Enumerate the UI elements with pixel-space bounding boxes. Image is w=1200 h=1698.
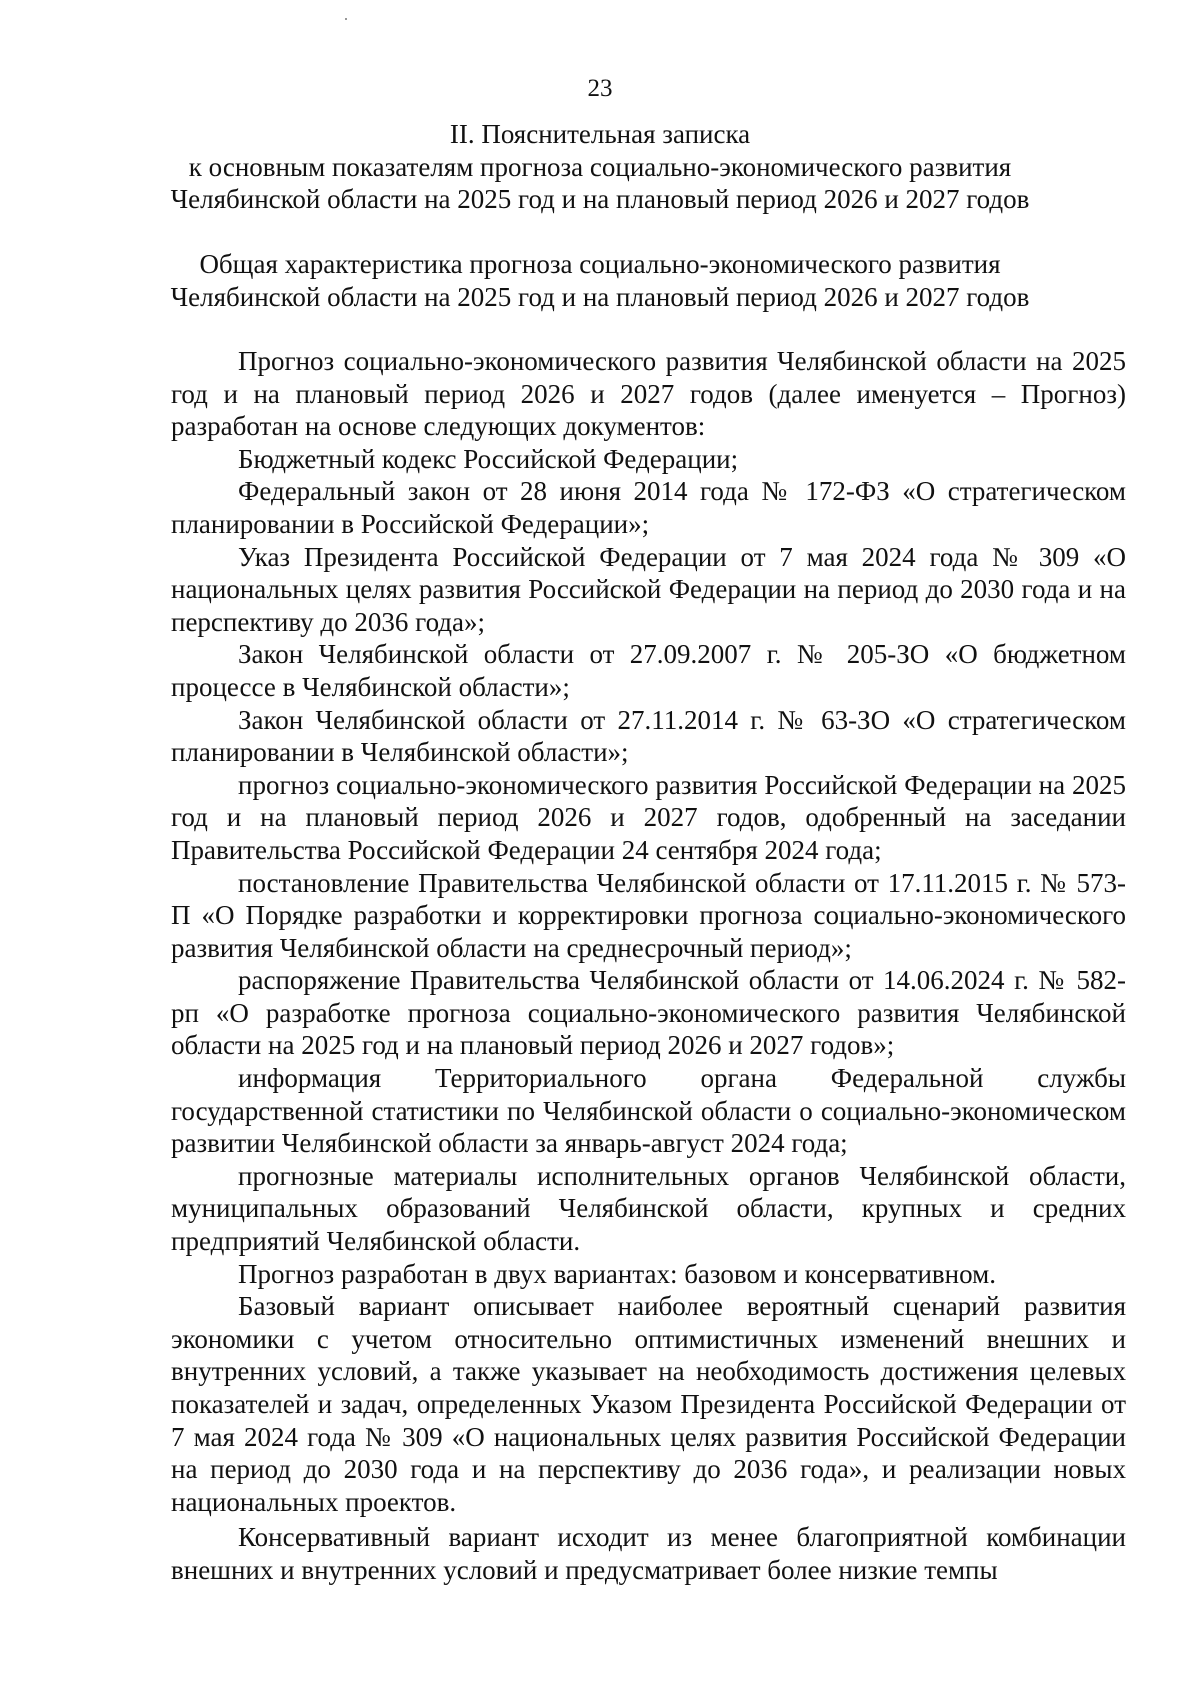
paragraph: распоряжение Правительства Челябинской области от 14.06.2024 г. № 582-рп «О разработке прогноза социально-экономического развития Челябинской области на 2025 год и на плановый период 2026 и 2027 годов»; — [171, 965, 1126, 1061]
subsection-heading — [0, 248, 1200, 313]
paragraph: Федеральный закон от 28 июня 2014 года № 172-ФЗ «О стратегическом планировании в Российской Федерации»; — [171, 476, 1126, 539]
paragraph: постановление Правительства Челябинской области от 17.11.2015 г. № 573-П «О Порядке разработки и корректировки прогноза социально-экономического развития Челябинской области на среднесрочный период»; — [171, 867, 1126, 963]
subsection-heading-line: Челябинской области на 2025 год и на плановый период 2026 и 2027 годов — [170, 281, 1030, 312]
paragraph: Прогноз разработан в двух вариантах: базовом и консервативном. — [238, 1258, 996, 1289]
paragraph: прогнозные материалы исполнительных органов Челябинской области, муниципальных образований Челябинской области, крупных и средних предприятий Челябинской области. — [171, 1160, 1126, 1257]
paragraph: Бюджетный кодекс Российской Федерации; — [238, 443, 739, 474]
paragraph: Базовый вариант описывает наиболее вероятный сценарий развития экономики с учетом относительно оптимистичных изменений внешних и внутренних условий, а также указывает на необходимость достижения целевых показателей и задач, определенных Указом Президента Российской Федерации от 7 мая 2024 года № 309 «О национальных целях развития Российской Федерации на период до 2030 года и на перспективу до 2036 года», и реализации новых национальных проектов. — [171, 1291, 1126, 1517]
paragraph: прогноз социально-экономического развития Российской Федерации на 2025 год и на плановый период 2026 и 2027 годов, одобренный на заседании Правительства Российской Федерации 24 сентября 2024 года; — [171, 769, 1126, 865]
paragraph: Закон Челябинской области от 27.11.2014 г. № 63-ЗО «О стратегическом планировании в Челябинской области»; — [171, 704, 1126, 768]
section-heading-line: II. Пояснительная записка — [449, 119, 751, 149]
paragraph: Указ Президента Российской Федерации от 7 мая 2024 года № 309 «О национальных целях развития Российской Федерации на период до 2030 года и на перспективу до 2036 года»; — [171, 541, 1126, 637]
page-number: 23 — [587, 75, 613, 102]
body-text — [171, 345, 1126, 1587]
subsection-heading-line: Общая характеристика прогноза социально-экономического развития — [199, 249, 1001, 279]
section-heading-line: к основным показателям прогноза социально-экономического развития — [188, 151, 1012, 182]
scan-speck — [345, 18, 347, 20]
paragraph: Закон Челябинской области от 27.09.2007 г. № 205-ЗО «О бюджетном процессе в Челябинской области»; — [171, 639, 1126, 702]
paragraph: Прогноз социально-экономического развития Челябинской области на 2025 год и на плановый период 2026 и 2027 годов (далее именуется – Прогноз) разработан на основе следующих документов: — [171, 346, 1126, 442]
section-heading-line: Челябинской области на 2025 год и на плановый период 2026 и 2027 годов — [170, 184, 1030, 214]
section-heading — [0, 118, 1200, 216]
paragraph: информация Территориального органа Федеральной службы государственной статистики по Челябинской области о социально-экономическом развитии Челябинской области за январь-август 2024 года; — [171, 1063, 1126, 1159]
paragraph: Консервативный вариант исходит из менее благоприятной комбинации внешних и внутренних условий и предусматривает более низкие темпы — [171, 1522, 1126, 1585]
